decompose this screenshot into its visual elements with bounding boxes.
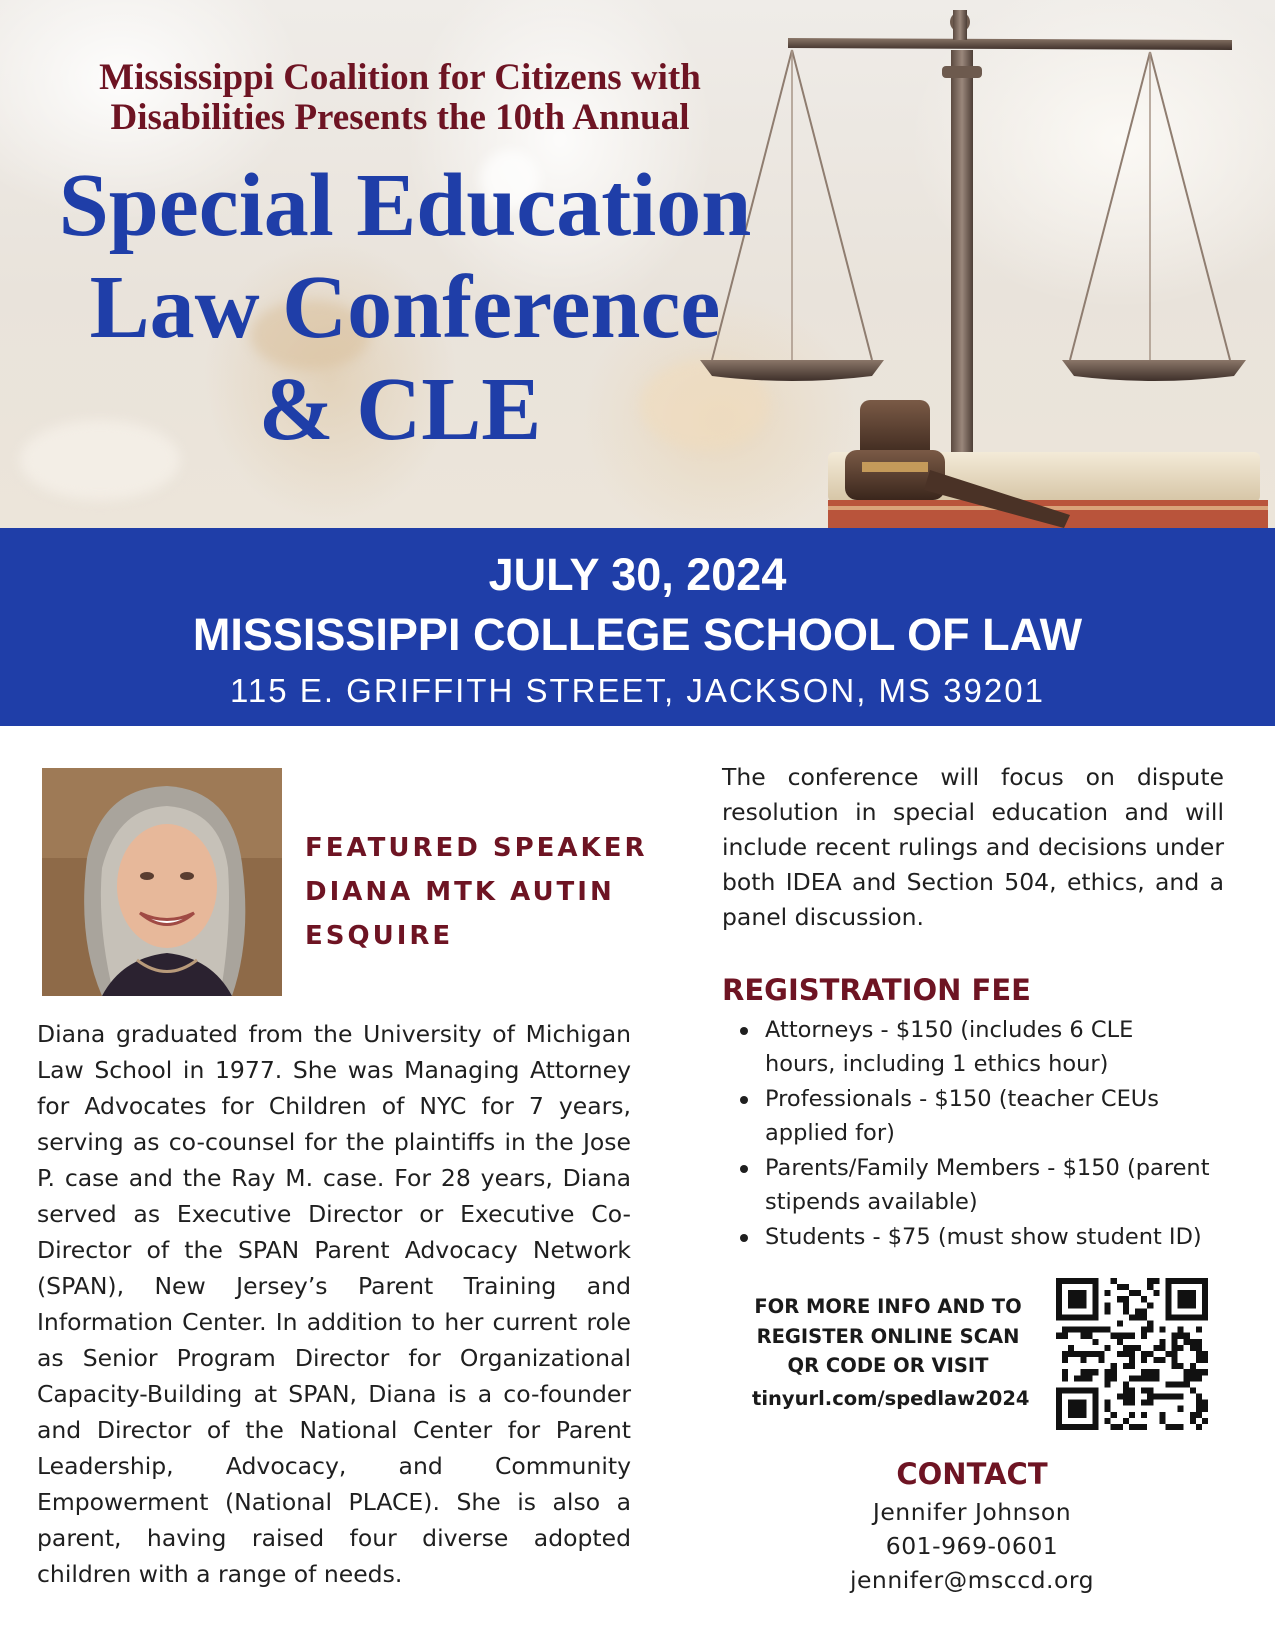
conference-description: The conference will focus on dispute resolution in special education and will include recent rulings and decisions under both IDEA and Section 504, ethics, and a panel discussion. bbox=[722, 763, 1224, 931]
registration-fee-list bbox=[740, 1013, 1210, 1255]
contact-email[interactable]: jennifer@msccd.org bbox=[849, 1566, 1095, 1594]
bullet-dot-icon bbox=[740, 1096, 748, 1104]
bullet-dot-icon bbox=[740, 1027, 748, 1035]
presenter-line-1: Mississippi Coalition for Citizens with bbox=[99, 57, 701, 98]
featured-speaker-heading bbox=[305, 826, 665, 958]
event-date: JULY 30, 2024 bbox=[488, 549, 787, 600]
contact-heading: CONTACT bbox=[896, 1457, 1048, 1491]
registration-link[interactable]: tinyurl.com/spedlaw2024 bbox=[752, 1386, 1030, 1410]
featured-speaker-label: FEATURED SPEAKER bbox=[305, 833, 648, 863]
list-item: Parents/Family Members - $150 (parent stipends available) bbox=[740, 1151, 1210, 1219]
presenter-line-2: Disabilities Presents the 10th Annual bbox=[110, 97, 690, 138]
qr-code-icon[interactable] bbox=[1056, 1278, 1208, 1430]
event-details-banner bbox=[0, 528, 1275, 726]
bullet-dot-icon bbox=[740, 1165, 748, 1173]
hero-banner-image bbox=[0, 0, 1275, 528]
registration-fee-heading: REGISTRATION FEE bbox=[722, 973, 1031, 1007]
presenter-text bbox=[40, 58, 760, 138]
page-title bbox=[20, 155, 790, 461]
list-item: Attorneys - $150 (includes 6 CLE hours, including 1 ethics hour) bbox=[740, 1013, 1210, 1081]
more-info-text: FOR MORE INFO AND TO REGISTER ONLINE SCAN QR CODE OR VISIT tinyurl.com/spedlaw2024 bbox=[752, 1292, 1024, 1413]
title-line-3: & CLE bbox=[258, 360, 542, 459]
list-item: Students - $75 (must show student ID) bbox=[740, 1220, 1210, 1254]
event-venue: MISSISSIPPI COLLEGE SCHOOL OF LAW bbox=[192, 609, 1083, 660]
speaker-name: DIANA MTK AUTIN bbox=[305, 877, 615, 907]
speaker-title: ESQUIRE bbox=[305, 921, 454, 951]
bullet-dot-icon bbox=[740, 1234, 748, 1242]
title-line-1: Special Education bbox=[58, 156, 752, 255]
speaker-bio: Diana graduated from the University of Michigan Law School in 1977. She was Managing Attorney for Advocates for Children of NYC for 7 years, serving as co-counsel for the plaintiffs in the Jose P. case and the Ray M. case. For 28 years, Diana served as Executive Director or Executive Co-Director of the SPAN Parent Advocacy Network (SPAN), New Jersey’s Parent Training and Information Center. In addition to her current role as Senior Program Director for Organizational Capacity-Building at SPAN, Diana is a co-founder and Director of the National Center for Parent Leadership, Advocacy, and Community Empowerment (National PLACE). She is also a parent, having raised four diverse adopted children with a range of needs. bbox=[37, 1020, 631, 1588]
list-item: Professionals - $150 (teacher CEUs applied for) bbox=[740, 1082, 1210, 1150]
speaker-photo bbox=[42, 768, 282, 996]
contact-phone[interactable]: 601-969-0601 bbox=[885, 1532, 1059, 1560]
contact-name: Jennifer Johnson bbox=[872, 1498, 1072, 1526]
event-address: 115 E. GRIFFITH STREET, JACKSON, MS 39201 bbox=[230, 672, 1045, 709]
title-line-2: Law Conference bbox=[89, 258, 721, 357]
